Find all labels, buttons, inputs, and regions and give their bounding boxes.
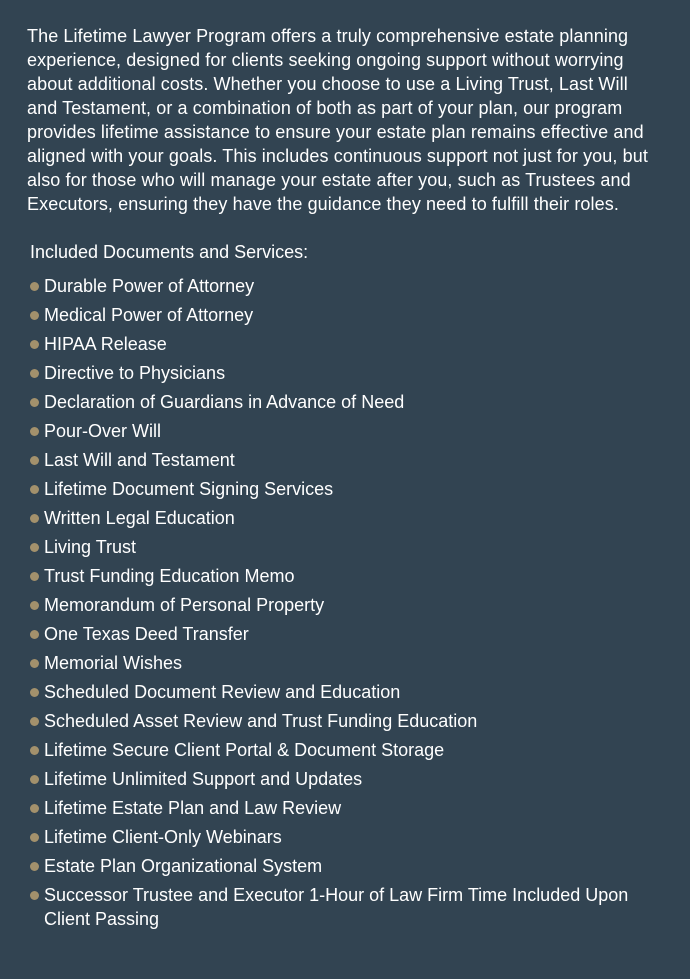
list-item xyxy=(27,361,662,385)
list-item-label: Trust Funding Education Memo xyxy=(44,566,295,586)
list-item-label: Directive to Physicians xyxy=(44,363,226,383)
list-item xyxy=(27,825,662,849)
list-item xyxy=(27,767,662,791)
bullet-dot-icon xyxy=(30,485,39,494)
bullet-dot-icon xyxy=(30,311,39,320)
bullet-dot-icon xyxy=(30,833,39,842)
list-item-label: Last Will and Testament xyxy=(44,450,235,470)
list-item-label: Lifetime Unlimited Support and Updates xyxy=(44,769,363,789)
list-item xyxy=(27,680,662,704)
bullet-dot-icon xyxy=(30,543,39,552)
list-item xyxy=(27,303,662,327)
bullet-dot-icon xyxy=(30,630,39,639)
list-item xyxy=(27,622,662,646)
list-item xyxy=(27,332,662,356)
bullet-dot-icon xyxy=(30,862,39,871)
list-item-label: Written Legal Education xyxy=(44,508,235,528)
list-item xyxy=(27,854,662,878)
list-item-label: Pour-Over Will xyxy=(44,421,162,441)
list-item-label: Memorial Wishes xyxy=(44,653,183,673)
list-item xyxy=(27,448,662,472)
list-item xyxy=(27,390,662,414)
list-item-label: Lifetime Estate Plan and Law Review xyxy=(44,798,342,818)
list-item-label: Estate Plan Organizational System xyxy=(44,856,323,876)
list-item xyxy=(27,506,662,530)
list-item xyxy=(27,274,662,298)
list-item xyxy=(27,883,662,931)
list-item-label: Scheduled Document Review and Education xyxy=(44,682,401,702)
list-item xyxy=(27,709,662,733)
bullet-dot-icon xyxy=(30,282,39,291)
list-item xyxy=(27,535,662,559)
list-item-label: Successor Trustee and Executor 1-Hour of Law Firm Time Included Upon Client Passing xyxy=(44,885,629,929)
list-item xyxy=(27,419,662,443)
bullet-dot-icon xyxy=(30,688,39,697)
list-item-label: Memorandum of Personal Property xyxy=(44,595,325,615)
list-item xyxy=(27,651,662,675)
list-item xyxy=(27,796,662,820)
bullet-dot-icon xyxy=(30,514,39,523)
intro-paragraph: The Lifetime Lawyer Program offers a truly comprehensive estate planning experience, designed for clients seeking ongoing support without worrying about additional costs. Whether you choose to use a Living Trust, Last Will and Testament, or a combination of both as part of your plan, our program provides lifetime assistance to ensure your estate plan remains effective and aligned with your goals. This includes continuous support not just for you, but also for those who will manage your estate after you, such as Trustees and Executors, ensuring they have the guidance they need to fulfill their roles. xyxy=(27,26,648,214)
bullet-dot-icon xyxy=(30,427,39,436)
bullet-dot-icon xyxy=(30,717,39,726)
list-item-label: HIPAA Release xyxy=(44,334,167,354)
bullet-dot-icon xyxy=(30,891,39,900)
list-item-label: Lifetime Client-Only Webinars xyxy=(44,827,282,847)
list-item-label: One Texas Deed Transfer xyxy=(44,624,249,644)
bullet-dot-icon xyxy=(30,601,39,610)
list-item-label: Scheduled Asset Review and Trust Funding Education xyxy=(44,711,478,731)
list-item xyxy=(27,477,662,501)
services-heading: Included Documents and Services: xyxy=(30,242,309,262)
bullet-dot-icon xyxy=(30,456,39,465)
list-item xyxy=(27,564,662,588)
services-list xyxy=(27,274,662,931)
bullet-dot-icon xyxy=(30,659,39,668)
bullet-dot-icon xyxy=(30,775,39,784)
bullet-dot-icon xyxy=(30,340,39,349)
list-item-label: Medical Power of Attorney xyxy=(44,305,254,325)
list-item-label: Declaration of Guardians in Advance of Need xyxy=(44,392,405,412)
list-item-label: Lifetime Secure Client Portal & Document Storage xyxy=(44,740,445,760)
list-item xyxy=(27,738,662,762)
bullet-dot-icon xyxy=(30,746,39,755)
list-item xyxy=(27,593,662,617)
bullet-dot-icon xyxy=(30,804,39,813)
bullet-dot-icon xyxy=(30,398,39,407)
list-item-label: Durable Power of Attorney xyxy=(44,276,255,296)
list-item-label: Living Trust xyxy=(44,537,137,557)
list-item-label: Lifetime Document Signing Services xyxy=(44,479,334,499)
bullet-dot-icon xyxy=(30,572,39,581)
bullet-dot-icon xyxy=(30,369,39,378)
